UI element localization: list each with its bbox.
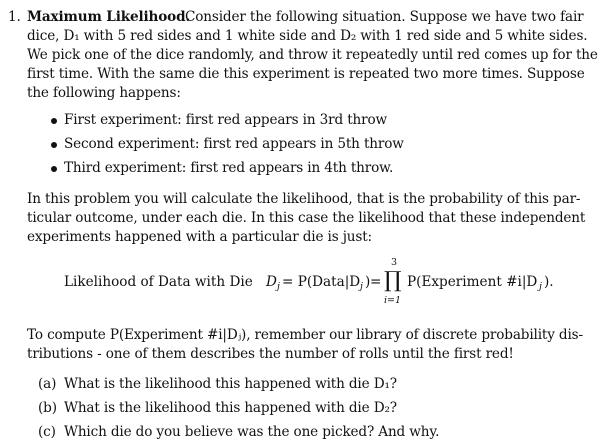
equation-rhs: P(Experiment #i|D xyxy=(407,274,538,290)
equation-rhs-close: ). xyxy=(544,274,554,290)
equation-rhs-sub: j xyxy=(539,281,542,292)
intro-line-2: dice, D₁ with 5 red sides and 1 white side and D₂ with 1 red side and 5 white sides. xyxy=(27,28,588,44)
equation-eq1-close: ) xyxy=(365,274,371,290)
product-upper-limit: 3 xyxy=(391,257,398,268)
compute-line-2: tributions - one of them describes the number of rolls until the first red! xyxy=(27,346,514,362)
middle-line-3: experiments happened with a particular die is just: xyxy=(27,229,372,245)
equation-eq1-sub: j xyxy=(360,281,363,292)
intro-line-1: Consider the following situation. Suppose we have two fair xyxy=(185,9,584,25)
equation-eq2: = xyxy=(370,274,382,290)
equation-dj-sub: j xyxy=(277,281,280,292)
product-symbol: ∏ xyxy=(384,268,402,293)
equation-dj: D xyxy=(266,274,277,290)
bullet-item-1: First experiment: first red appears in 3rd throw xyxy=(64,112,387,128)
intro-line-3: We pick one of the dice randomly, and throw it repeatedly until red comes up for the xyxy=(27,47,598,63)
intro-line-4: first time. With the same die this experiment is repeated two more times. Suppose xyxy=(27,66,585,82)
question-text-b: What is the likelihood this happened with die D₂? xyxy=(64,400,397,416)
intro-line-5: the following happens: xyxy=(27,85,181,101)
compute-line-1: To compute P(Experiment #i|Dⱼ), remember our library of discrete probability dis- xyxy=(27,327,583,343)
problem-title: Maximum Likelihood. xyxy=(27,9,191,25)
question-text-a: What is the likelihood this happened with die D₁? xyxy=(64,376,397,392)
problem-number: 1. xyxy=(8,9,21,25)
bullet-item-3: Third experiment: first red appears in 4th throw. xyxy=(64,160,394,176)
middle-line-2: ticular outcome, under each die. In this case the likelihood that these independent xyxy=(27,210,586,226)
equation-lhs: Likelihood of Data with Die xyxy=(64,274,253,290)
bullet-dot xyxy=(51,142,57,148)
bullet-item-2: Second experiment: first red appears in 5th throw xyxy=(64,136,404,152)
equation-eq1: = P(Data|D xyxy=(282,274,361,290)
bullet-dot xyxy=(51,118,57,124)
question-text-c: Which die do you believe was the one picked? And why. xyxy=(64,424,440,440)
question-label-b: (b) xyxy=(38,400,57,416)
bullet-dot xyxy=(51,166,57,172)
question-label-c: (c) xyxy=(38,424,56,440)
question-label-a: (a) xyxy=(38,376,57,392)
product-lower-limit: i=1 xyxy=(384,295,402,306)
middle-line-1: In this problem you will calculate the likelihood, that is the probability of this par- xyxy=(27,191,581,207)
